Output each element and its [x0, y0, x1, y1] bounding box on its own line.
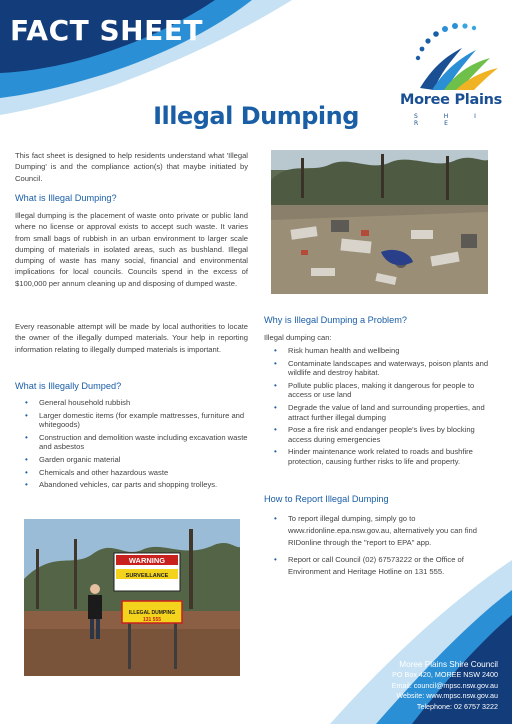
fact-sheet-banner: FACT SHEET	[10, 14, 203, 47]
footer-address: PO Box 420, MOREE NSW 2400	[392, 670, 498, 680]
list-item: • Risk human health and wellbeing	[264, 346, 499, 356]
logo-name: Moree Plains	[400, 92, 502, 108]
list-item: • Pollute public places, making it dangerous for people to access or use land	[264, 381, 499, 400]
list-item: • Chemicals and other hazardous waste	[15, 468, 248, 478]
footer-website[interactable]: Website: www.mpsc.nsw.gov.au	[396, 691, 498, 701]
list-item: • To report illegal dumping, simply go to www.ridonline.epa.nsw.gov.au, alternatively you can find RIDonline through the "report to EPA" app.	[264, 513, 499, 549]
problem-lead: Illegal dumping can:	[264, 333, 332, 342]
dumped-items-list	[15, 398, 248, 493]
heading-what-is-dumped: What is Illegally Dumped?	[15, 381, 122, 391]
sign-warning-text: WARNING	[128, 556, 166, 565]
heading-how-to-report: How to Report Illegal Dumping	[264, 494, 389, 504]
definition-paragraph: Illegal dumping is the placement of waste onto private or public land where no license or approval exists to accept such waste. It varies from small bags of rubbish in an urban environment to larger scale dumping of materials in isolated areas, such as bushland. Illegal dumping of waste has many social, financial and environmental implications for local councils. Councils spend in the excess of $100,000 per annum cleaning up and disposing of dumped waste.	[15, 211, 248, 288]
list-item: • Report or call Council (02) 67573222 or the Office of Environment and Heritage Hotline on 131 555.	[264, 554, 499, 578]
page-title: Illegal Dumping	[153, 102, 359, 130]
list-item: • General household rubbish	[15, 398, 248, 408]
contact-footer	[392, 660, 498, 712]
reporting-paragraph: Every reasonable attempt will be made by local authorities to locate the owner of the illegally dumped materials. Your help in reporting information relating to illegally dumped materials is important.	[15, 322, 248, 354]
list-item: • Degrade the value of land and surrounding properties, and attract further illegal dumping	[264, 403, 499, 422]
list-item: • Construction and demolition waste including excavation waste and asbestos	[15, 433, 248, 452]
warning-sign-photo	[24, 519, 240, 676]
list-item: • Larger domestic items (for example mattresses, furniture and whitegoods)	[15, 411, 248, 430]
list-item: • Garden organic material	[15, 455, 248, 465]
sign-dumping-text: ILLEGAL DUMPING	[128, 610, 176, 616]
logo-subtitle: S H I R E	[414, 113, 488, 127]
problem-list	[264, 346, 499, 470]
list-item: • Pose a fire risk and endanger people's lives by blocking access during emergencies	[264, 425, 499, 444]
sign-phone-text: 131 555	[142, 617, 162, 623]
dumped-rubbish-photo	[271, 150, 488, 294]
report-list	[264, 513, 499, 581]
heading-what-is: What is Illegal Dumping?	[15, 193, 117, 203]
heading-why-problem: Why is Illegal Dumping a Problem?	[264, 315, 407, 325]
footer-email[interactable]: Email: council@mpsc.nsw.gov.au	[391, 680, 498, 690]
intro-text: This fact sheet is designed to help residents understand what 'Illegal Dumping' is and the compliance action(s) that maybe initiated by Council.	[15, 151, 248, 183]
list-item: • Hinder maintenance work related to roads and bushfire protection, causing further risks to life and property.	[264, 447, 499, 466]
footer-phone: Telephone: 02 6757 3222	[416, 701, 498, 711]
sign-surveillance-text: SURVEILLANCE	[125, 573, 169, 579]
footer-org-name: Moree Plains Shire Council	[399, 660, 498, 669]
list-item: • Abandoned vehicles, car parts and shopping trolleys.	[15, 480, 248, 490]
list-item: • Contaminate landscapes and waterways, poison plants and wildlife and destroy habitat.	[264, 359, 499, 378]
